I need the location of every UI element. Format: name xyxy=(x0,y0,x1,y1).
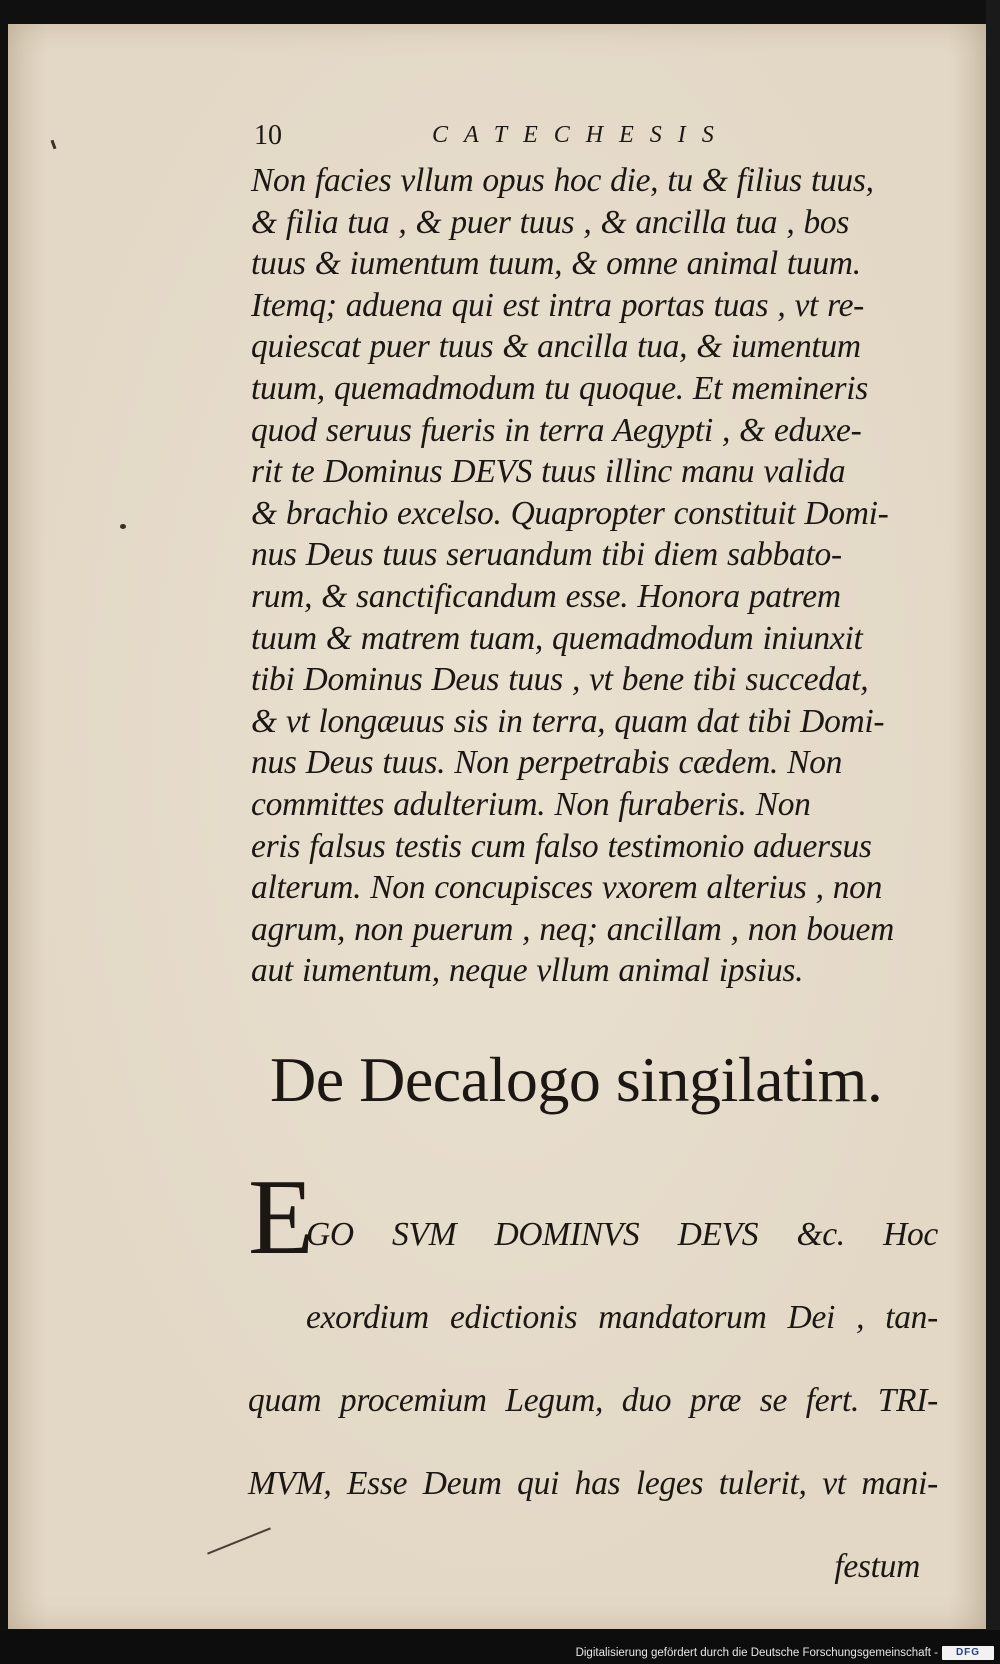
page-number: 10 xyxy=(254,120,282,151)
page-header xyxy=(254,120,814,160)
section-line-3: quam procemium Legum, duo præ se fert. TRI- xyxy=(248,1381,938,1419)
body-paragraph: Non facies vllum opus hoc die, tu & filius tuus, & filia tua , & puer tuus , & ancilla tua , bos tuus & iumentum tuum, & omne animal tuum. Itemq; aduena qui est intra portas tuas , vt re- quiescat puer tuus & ancilla tua, & iumentum tuum, quemadmodum tu quoque. Et memineris quod seruus fueris in terra Aegypti , & eduxe- rit te Dominus DEVS tuus illinc manu valida & brachio excelso. Quapropter constituit Domi- nus Deus tuus seruandum tibi diem sabbato- rum, & sanctificandum esse. Honora patrem tuum & matrem tuam, quemadmodum iniunxit tibi Dominus Deus tuus , vt bene tibi succedat, & vt longæuus sis in terra, quam dat tibi Domi- nus Deus tuus. Non perpetrabis cædem. Non committes adulterium. Non furaberis. Non eris falsus testis cum falso testimonio aduersus alterum. Non concupisces vxorem alterius , non agrum, non puerum , neq; ancillam , non bouem aut iumentum, neque vllum animal ipsius. xyxy=(251,162,895,990)
section-line-4: MVM, Esse Deum qui has leges tulerit, vt mani- xyxy=(248,1465,938,1503)
ink-speck-margin xyxy=(120,524,126,529)
running-title: CATECHESIS xyxy=(432,122,730,148)
section-lines xyxy=(248,1158,938,1630)
drop-cap-initial: E xyxy=(248,1158,314,1277)
page-edge-shadow xyxy=(986,0,1000,1630)
section-heading: De Decalogo singilatim. xyxy=(270,1044,883,1115)
section-line-1: GO SVM DOMINVS DEVS &c. Hoc xyxy=(306,1215,938,1253)
section-paragraph xyxy=(248,1158,938,1586)
catchword: festum xyxy=(834,1548,920,1586)
digitization-credit: Digitalisierung gefördert durch die Deutsche Forschungsgemeinschaft - xyxy=(575,1647,938,1659)
dfg-logo: DFG xyxy=(942,1646,994,1660)
section-line-2: exordium edictionis mandatorum Dei , tan- xyxy=(306,1298,938,1336)
